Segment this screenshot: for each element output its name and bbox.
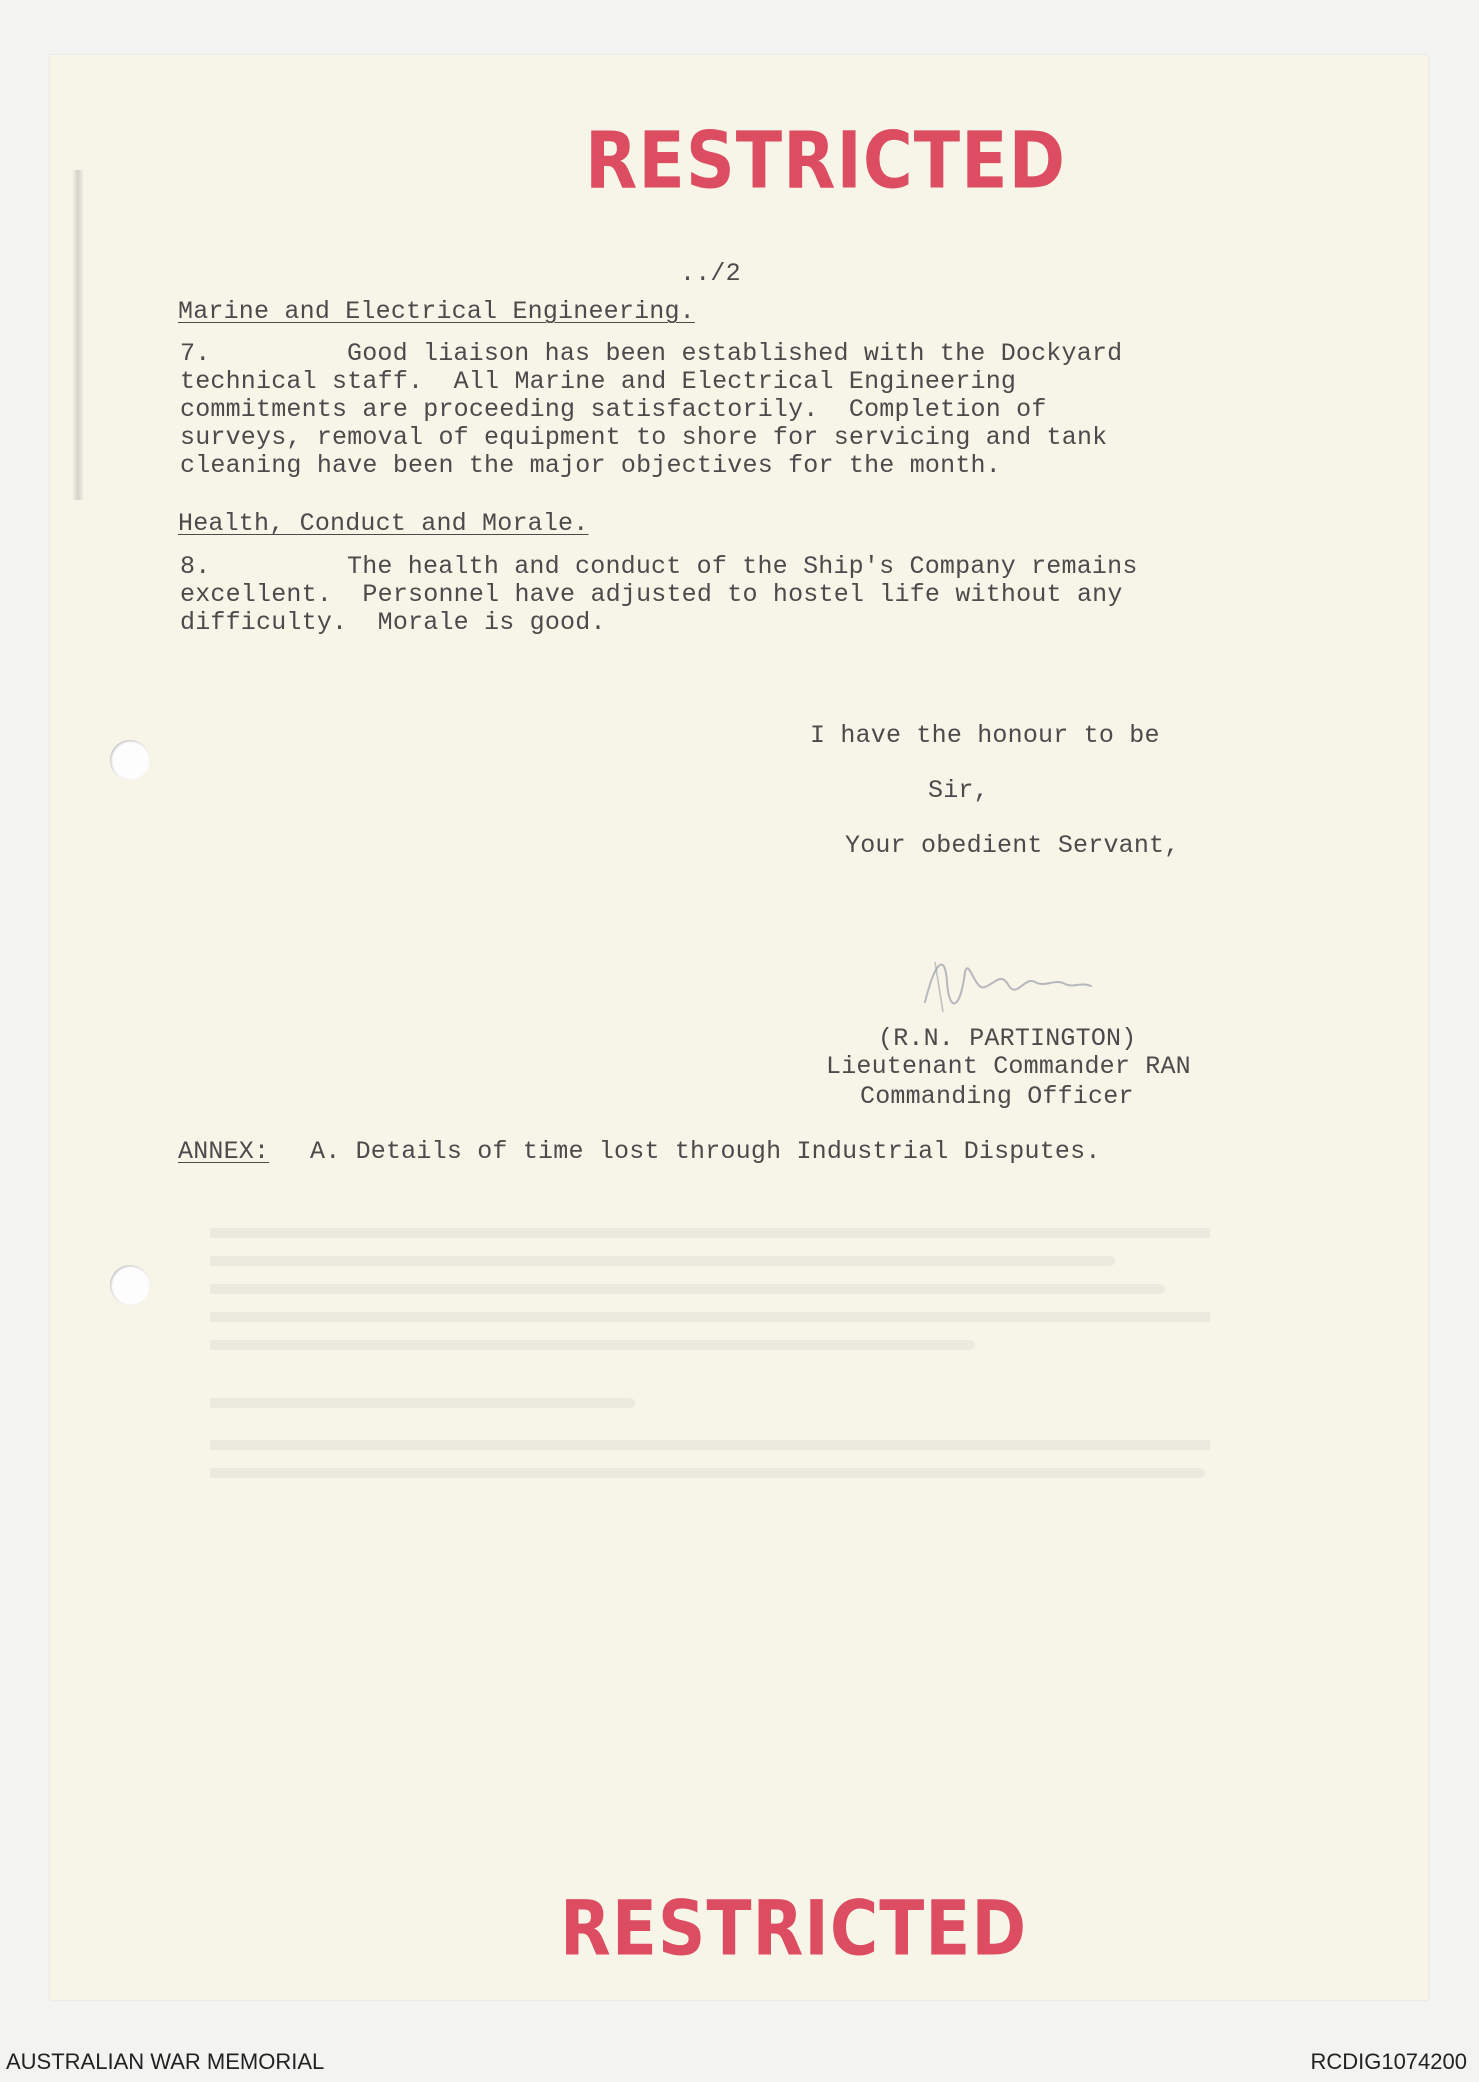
paragraph-8-line-2: excellent. Personnel have adjusted to hostel life without any <box>180 580 1123 609</box>
paragraph-number-8: 8. <box>180 552 211 581</box>
paragraph-number-7: 7. <box>180 339 211 368</box>
annex-label: ANNEX: <box>178 1137 270 1166</box>
punch-hole-bottom <box>110 1265 150 1305</box>
restricted-stamp-bottom: RESTRICTED <box>560 1884 1028 1973</box>
section-heading-health: Health, Conduct and Morale. <box>178 509 589 538</box>
show-through-block <box>180 1195 1180 1475</box>
paragraph-8-line-1: The health and conduct of the Ship's Company remains <box>347 552 1138 581</box>
paragraph-7-line-2: technical staff. All Marine and Electrical Engineering <box>180 367 1017 396</box>
paragraph-8-line-3: difficulty. Morale is good. <box>180 608 606 637</box>
footer-institution: AUSTRALIAN WAR MEMORIAL <box>6 2049 325 2074</box>
footer-record-id: RCDIG1074200 <box>1310 2049 1467 2074</box>
paragraph-7-line-5: cleaning have been the major objectives for the month. <box>180 451 1001 480</box>
page-marker: ../2 <box>680 259 741 288</box>
annex-text: A. Details of time lost through Industrial Disputes. <box>310 1137 1101 1166</box>
paragraph-7-line-3: commitments are proceeding satisfactorily. Completion of <box>180 395 1047 424</box>
punch-hole-top <box>110 740 150 780</box>
paragraph-7-line-4: surveys, removal of equipment to shore for servicing and tank <box>180 423 1108 452</box>
closing-servant: Your obedient Servant, <box>845 831 1180 860</box>
closing-salutation: Sir, <box>928 776 989 805</box>
section-heading-marine: Marine and Electrical Engineering. <box>178 297 695 326</box>
signatory-role: Commanding Officer <box>860 1082 1134 1111</box>
closing-honour: I have the honour to be <box>810 721 1160 750</box>
restricted-stamp-top: RESTRICTED <box>585 116 1067 207</box>
signatory-rank: Lieutenant Commander RAN <box>826 1052 1191 1081</box>
signatory-name: (R.N. PARTINGTON) <box>878 1024 1137 1053</box>
handwritten-signature <box>905 942 1105 1022</box>
binding-shadow <box>72 170 84 500</box>
paragraph-7-line-1: Good liaison has been established with the Dockyard <box>347 339 1123 368</box>
